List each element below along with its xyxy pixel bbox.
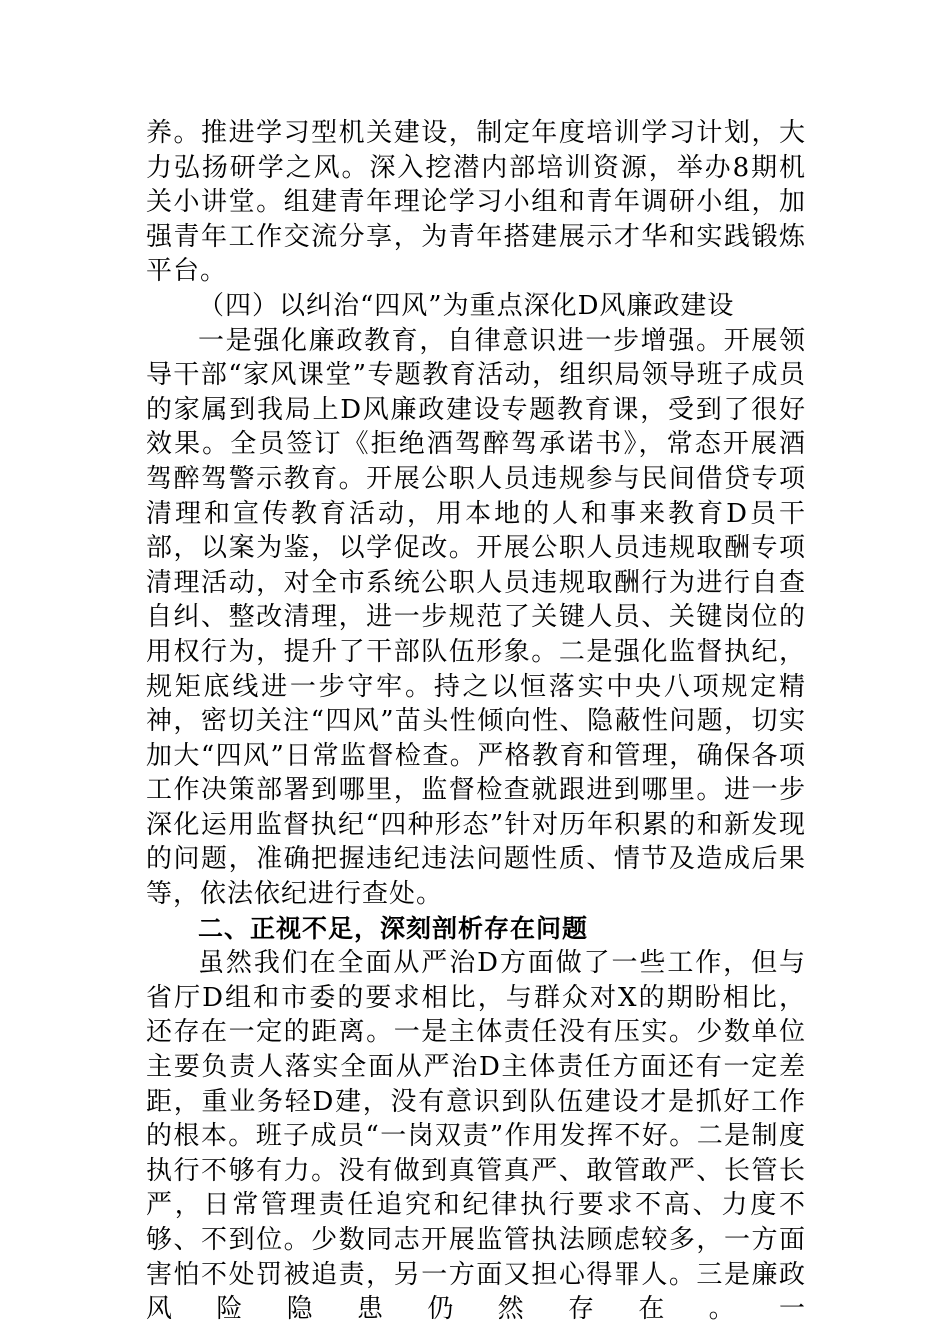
paragraph-continued: 养。推进学习型机关建设，制定年度培训学习计划，大力弘扬研学之风。深入挖潜内部培训资源，举办8期机关小讲堂。组建青年理论学习小组和青年调研小组，加强青年工作交流分享，为青年搭建展示才华和实践锻炼平台。 <box>146 118 806 287</box>
document-body <box>146 116 806 1327</box>
section-heading: 二、正视不足，深刻剖析存在问题 <box>198 913 589 943</box>
paragraph-problems: 虽然我们在全面从严治D方面做了一些工作，但与省厅D组和市委的要求相比，与群众对X的期盼相比，还存在一定的距离。一是主体责任没有压实。少数单位主要负责人落实全面从严治D主体责任方面还有一定差距，重业务轻D建，没有意识到队伍建设才是抓好工作的根本。班子成员“一岗双责”作用发挥不好。二是制度执行不够有力。没有做到真管真严、敢管敢严、长管长严，日常管理责任追究和纪律执行要求不高、力度不够、不到位。少数同志开展监管执法顾虑较多，一方面害怕不处罚被追责，另一方面又担心得罪人。三是廉政风险隐患仍然存在。一 <box>146 948 806 1325</box>
section-subheading: （四）以纠治“四风”为重点深化D风廉政建设 <box>198 290 735 321</box>
paragraph-integrity-building: 一是强化廉政教育，自律意识进一步增强。开展领导干部“家风课堂”专题教育活动，组织局领导班子成员的家属到我局上D风廉政建设专题教育课，受到了很好效果。全员签订《拒绝酒驾醉驾承诺书》，常态开展酒驾醉驾警示教育。开展公职人员违规参与民间借贷专项清理和宣传教育活动，用本地的人和事来教育D员干部，以案为鉴，以学促改。开展公职人员违规取酬专项清理活动，对全市系统公职人员违规取酬行为进行自查自纠、整改清理，进一步规范了关键人员、关键岗位的用权行为，提升了干部队伍形象。二是强化监督执纪，规矩底线进一步守牢。持之以恒落实中央八项规定精神，密切关注“四风”苗头性倾向性、隐蔽性问题，切实加大“四风”日常监督检查。严格教育和管理，确保各项工作决策部署到哪里，监督检查就跟进到哪里。进一步深化运用监督执纪“四种形态”针对历年积累的和新发现的问题，准确把握违纪违法问题性质、情节及造成后果等，依法依纪进行查处。 <box>146 325 806 910</box>
